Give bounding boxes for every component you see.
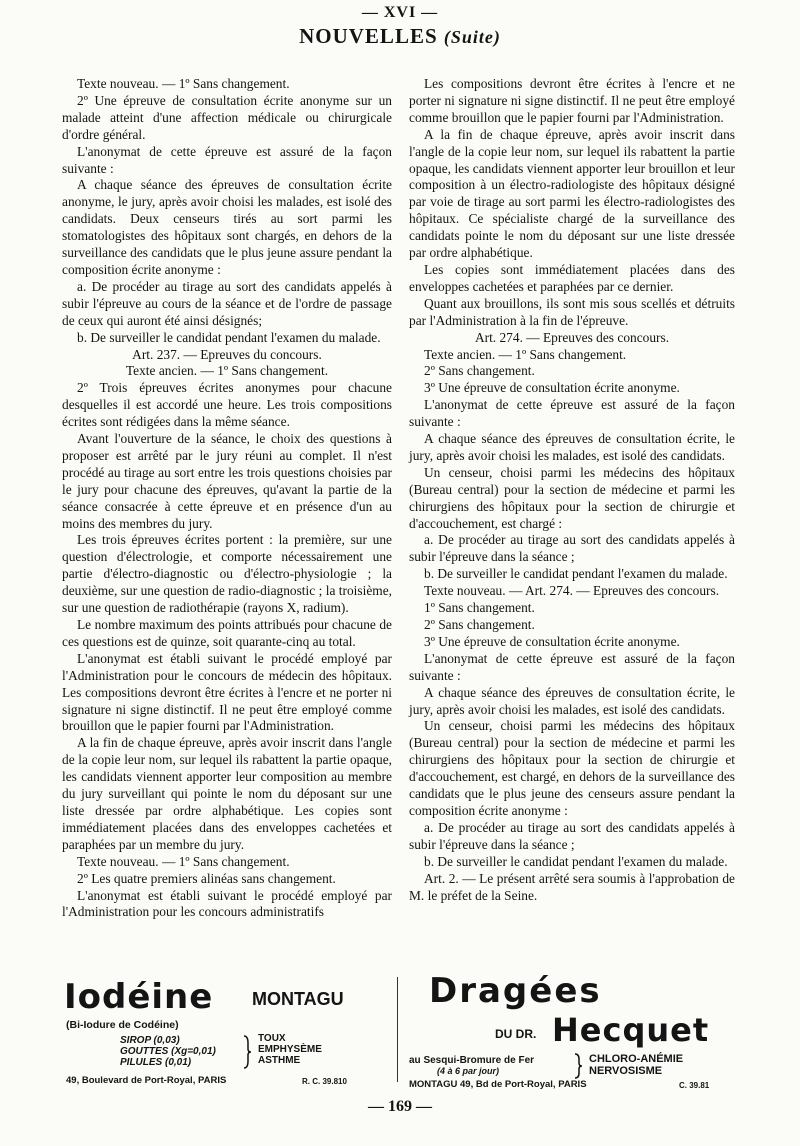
paragraph: Le nombre maximum des points attribués pour chacune de ces questions est de quinze, soit quarante-cinq au total. [62, 617, 392, 649]
paragraph: Les copies sont immédiatement placées dans des enveloppes cachetées et paraphées par ce dernier. [409, 261, 735, 294]
paragraph: A chaque séance des épreuves de consultation écrite, le jury, après avoir choisi les malades, est isolé des candidats. [409, 431, 735, 463]
paragraph: 3º Une épreuve de consultation écrite anonyme. [424, 633, 680, 649]
paragraph: Les compositions devront être écrites à l'encre et ne porter ni signature ni signe distinctif. Il ne peut être employé comme brouillon que le papier fourni par l'Administration. [409, 76, 735, 125]
paragraph: 2º Sans changement. [424, 363, 535, 379]
paragraph: Quant aux brouillons, ils sont mis sous scellés et détruits par l'Administration à la fin de l'épreuve. [409, 295, 735, 328]
title-suffix: (Suite) [443, 27, 501, 47]
paragraph: Texte nouveau. — 1º Sans changement. [77, 853, 290, 869]
page-title [0, 24, 800, 49]
paragraph: 2º Une épreuve de consultation écrite anonyme sur un malade atteint d'une affection médicale ou chirurgicale d'ordre général. [62, 92, 392, 142]
iodeine-forms [120, 1035, 216, 1068]
indication-item: NERVOSISME [589, 1065, 663, 1077]
page-roman-number: — XVI — [361, 4, 439, 21]
form-item: PILULES (0,01) [120, 1057, 192, 1068]
paragraph: 2º Les quatre premiers alinéas sans changement. [77, 870, 336, 886]
iodeine-maker: MONTAGU [252, 989, 344, 1009]
hecquet-indications [589, 1053, 683, 1077]
left-text-column [62, 76, 392, 921]
paragraph: Art. 237. — Epreuves du concours. [132, 346, 322, 362]
hecquet-ref: C. 39.81 [679, 1081, 710, 1090]
indication-item: TOUX [258, 1033, 286, 1044]
paragraph: A chaque séance des épreuves de consultation écrite anonyme, le jury, après avoir choisi les malades, est isolé des candidats. Deux censeurs tirés au sort parmi les stomatologistes des hôpitaux sont chargés, en dehors de la surveillance des candidats que le plus jeune assure pendant la composition écrite anonyme : [62, 177, 392, 277]
paragraph: Art. 2. — Le présent arrêté sera soumis à l'approbation de M. le préfet de la Seine. [409, 870, 735, 903]
paragraph: Texte nouveau. — 1º Sans changement. [77, 76, 290, 91]
hecquet-composition: au Sesqui-Bromure de Fer [409, 1055, 535, 1066]
paragraph: a. De procéder au tirage au sort des candidats appelés à subir l'épreuve dans la séance ; [409, 532, 735, 565]
paragraph: Avant l'ouverture de la séance, le choix des questions à proposer est arrêté par le jury réuni au complet. Il n'est procédé au tirage au sort entre les trois questions choisies par le jury pour chacune des épreuves, qu'avant la partie de la séance consacrée à cette épreuve et en présence d'un au moins des membres du jury. [62, 431, 392, 531]
paragraph: 2º Trois épreuves écrites anonymes pour chacune desquelles il est accordé une heure. Les trois compositions écrites sont rédigées dans la même séance. [62, 380, 392, 430]
paragraph: L'anonymat est établi suivant le procédé employé par l'Administration pour le concours de médecin des hôpitaux. Les compositions devront être écrites à l'encre et ne porter ni signature ni signe distinctif. Il ne peut être employé comme brouillon que le papier fourni par l'Administration. [62, 650, 392, 734]
paragraph: 3º Une épreuve de consultation écrite anonyme. [424, 380, 680, 396]
paragraph: 2º Sans changement. [424, 617, 535, 632]
paragraph: Un censeur, choisi parmi les médecins des hôpitaux (Bureau central) pour la section de médecine et parmi les chirurgiens des hôpitaux pour la section de chirurgie et d'accouchement, est chargé : [409, 464, 735, 531]
page-number: — 169 — [368, 1098, 432, 1115]
hecquet-name: Hecquet [552, 1011, 710, 1049]
du-dr-label: DU DR. [495, 1027, 537, 1041]
paragraph: L'anonymat de cette épreuve est assuré de la façon suivante : [62, 143, 392, 176]
paragraph: A chaque séance des épreuves de consultation écrite, le jury, après avoir choisi les malades, est isolé des candidats. [409, 684, 735, 717]
paragraph: L'anonymat de cette épreuve est assuré de la façon suivante : [409, 397, 735, 430]
paragraph: b. De surveiller le candidat pendant l'examen du malade. [77, 329, 381, 345]
paragraph: A la fin de chaque épreuve, après avoir inscrit dans l'angle de la copie leur nom, sur lequel ils rabattent la partie opaque, les candidats viennent apporter leur brouillon et leur composition à un électro-radiologiste des hôpitaux désigné par voie de tirage au sort parmi les électro-radiologistes des hôpitaux. Ce spécialiste chargé de la surveillance des candidats pointe le nom du déposant sur une liste dressée par ordre alphabétique. [409, 126, 735, 261]
paragraph: a. De procéder au tirage au sort des candidats appelés à subir l'épreuve dans la séance ; [409, 819, 735, 852]
form-item: SIROP (0,03) [120, 1035, 180, 1046]
hecquet-advertisement [407, 967, 738, 1097]
hecquet-address: MONTAGU 49, Bd de Port-Royal, PARIS [409, 1079, 587, 1090]
brace-icon [573, 1053, 583, 1079]
paragraph: b. De surveiller le candidat pendant l'examen du malade. [424, 566, 728, 582]
indication-item: ASTHME [258, 1055, 301, 1066]
iodeine-ref: R. C. 39.810 [302, 1077, 347, 1086]
indication-item: CHLORO-ANÉMIE [589, 1053, 684, 1065]
advertisement-band [62, 967, 738, 1097]
indication-item: EMPHYSÈME [258, 1044, 322, 1055]
paragraph: 1º Sans changement. [424, 600, 535, 616]
paragraph: Texte ancien. — 1º Sans changement. [125, 363, 329, 379]
paragraph: b. De surveiller le candidat pendant l'examen du malade. [424, 853, 728, 869]
form-item: GOUTTES (Xg=0,01) [120, 1046, 216, 1057]
dragees-brand: Dragées [429, 971, 602, 1011]
iodeine-address: 49, Boulevard de Port-Royal, PARIS [66, 1075, 227, 1086]
paragraph: L'anonymat de cette épreuve est assuré de la façon suivante : [409, 650, 735, 683]
iodeine-subtitle: (Bi-Iodure de Codéine) [66, 1019, 179, 1031]
paragraph: Texte nouveau. — Art. 274. — Epreuves des concours. [424, 583, 720, 599]
paragraph: Un censeur, choisi parmi les médecins des hôpitaux (Bureau central) pour la section de médecine et parmi les chirurgiens des hôpitaux pour la section de chirurgie et d'accouchement, est chargé, en dehors de la surveillance des candidats que le plus jeune des censeurs assure pendant la composition écrite anonyme : [409, 718, 735, 818]
iodeine-advertisement [62, 967, 387, 1097]
iodeine-brand: Iodéine [64, 977, 214, 1017]
paragraph: Art. 274. — Epreuves des concours. [474, 329, 670, 345]
brace-icon [242, 1035, 252, 1069]
paragraph: A la fin de chaque épreuve, après avoir inscrit dans l'angle de la copie leur nom, sur lequel ils rabattent la partie opaque, les candidats viennent apporter leur composition au membre du jury surveillant qui pointe le nom du déposant sur une liste dressée par ordre alphabétique. Les copies sont immédiatement placées dans des enveloppes cachetées et paraphées par un membre du jury. [62, 735, 392, 852]
right-text-column [409, 76, 735, 904]
paragraph: Les trois épreuves écrites portent : la première, sur une question d'électrologie, et comporte nécessairement une partie d'électro-diagnostic ou d'électro-physiologie ; la deuxième, sur une question de radio-diagnostic ; la troisième, sur une question de radiothérapie (rayons X, radium). [62, 532, 392, 616]
paragraph: L'anonymat est établi suivant le procédé employé par l'Administration pour les concours administratifs [62, 887, 392, 920]
paragraph: a. De procéder au tirage au sort des candidats appelés à subir l'épreuve au cours de la séance et de l'ordre de passage de ceux qui auront été ainsi désignés; [62, 278, 392, 328]
ad-separator [397, 977, 398, 1082]
hecquet-dose: (4 à 6 par jour) [437, 1066, 500, 1076]
paragraph: Texte ancien. — 1º Sans changement. [424, 346, 627, 362]
iodeine-indications [258, 1033, 322, 1066]
title-main: NOUVELLES [299, 24, 438, 48]
